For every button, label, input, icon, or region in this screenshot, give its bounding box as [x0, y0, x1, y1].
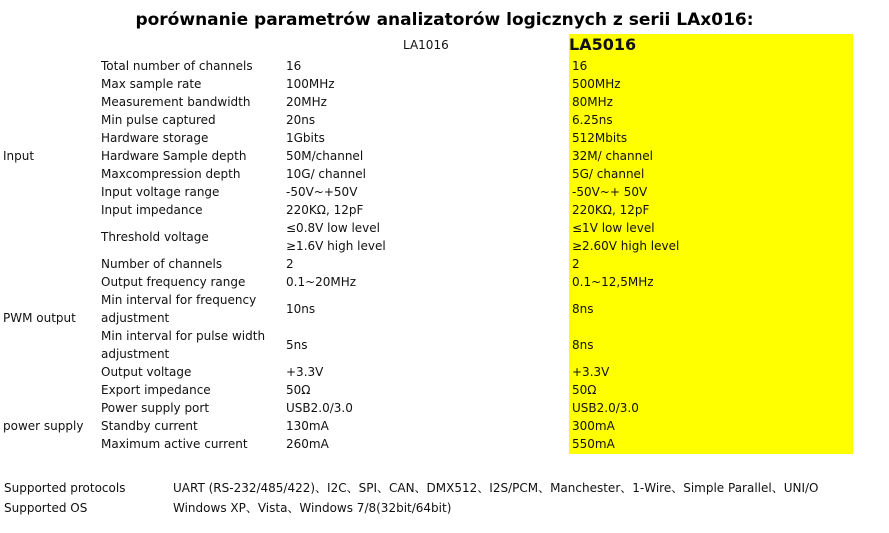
protocols-value: UART (RS-232/485/422)、I2C、SPI、CAN、DMX512、I2S/PCM、Manchester、1-Wire、Simple Parallel、UNI/O	[173, 481, 819, 495]
param-label: Maxcompression depth	[101, 167, 241, 181]
la5016-value: 6.25ns	[572, 113, 613, 127]
group-label-pwm: PWM output	[3, 311, 76, 325]
table-row	[0, 381, 853, 399]
param-label: Threshold voltage	[101, 230, 209, 244]
table-row	[0, 111, 853, 129]
la1016-value: 50Ω	[286, 383, 311, 397]
la1016-value: 0.1~20MHz	[286, 275, 357, 289]
column-header-la1016: LA1016	[403, 38, 449, 52]
la5016-value: USB2.0/3.0	[572, 401, 639, 415]
param-label: Min interval for pulse width adjustment	[101, 329, 266, 361]
param-label: Output voltage	[101, 365, 192, 379]
group-cell	[0, 75, 98, 93]
table-row	[0, 129, 853, 147]
param-label: Standby current	[101, 419, 198, 433]
la1016-value: 10G/ channel	[286, 167, 366, 181]
table-row	[0, 291, 853, 327]
group-cell	[0, 201, 98, 219]
la1016-value: 20ns	[286, 113, 316, 127]
group-cell	[0, 381, 98, 399]
la5016-value: 8ns	[572, 302, 594, 316]
param-label: Hardware Sample depth	[101, 149, 247, 163]
la1016-value: 1Gbits	[286, 131, 325, 145]
table-row	[0, 363, 853, 381]
group-label-input: Input	[3, 149, 35, 163]
la5016-value: 300mA	[572, 419, 615, 433]
la5016-value: 5G/ channel	[572, 167, 645, 181]
la5016-value: 220KΩ, 12pF	[572, 203, 650, 217]
threshold-high: ≥2.60V high level	[572, 239, 680, 253]
la5016-value: 16	[572, 59, 588, 73]
la1016-value: 5ns	[286, 338, 308, 352]
param-label: Maximum active current	[101, 437, 248, 451]
group-cell	[0, 129, 98, 147]
la1016-value: 16	[286, 59, 302, 73]
la5016-value: 550mA	[572, 437, 615, 451]
param-label: Measurement bandwidth	[101, 95, 251, 109]
group-cell	[0, 111, 98, 129]
group-cell	[0, 273, 98, 291]
param-label: Input impedance	[101, 203, 203, 217]
la1016-value: 2	[286, 257, 294, 271]
os-label: Supported OS	[4, 501, 88, 515]
table-row	[0, 255, 853, 273]
column-header-la5016: LA5016	[569, 35, 637, 54]
la1016-value	[283, 219, 569, 255]
la5016-value: 512Mbits	[572, 131, 628, 145]
la5016-value: -50V~+ 50V	[572, 185, 648, 199]
group-cell	[0, 57, 98, 75]
param-label: Output frequency range	[101, 275, 246, 289]
la5016-value: +3.3V	[572, 365, 610, 379]
group-cell	[0, 183, 98, 201]
param-label: Number of channels	[101, 257, 223, 271]
la1016-value: 50M/channel	[286, 149, 364, 163]
group-cell	[0, 399, 98, 417]
os-value: Windows XP、Vista、Windows 7/8(32bit/64bit)	[173, 501, 452, 515]
group-cell	[0, 363, 98, 381]
param-label: Min interval for frequency adjustment	[101, 293, 257, 325]
spec-table	[0, 57, 853, 453]
table-row	[0, 183, 853, 201]
param-label: Hardware storage	[101, 131, 209, 145]
la5016-value: 32M/ channel	[572, 149, 653, 163]
la5016-value: 8ns	[572, 338, 594, 352]
table-row	[0, 75, 853, 93]
group-cell	[0, 93, 98, 111]
table-row	[0, 417, 853, 435]
table-row	[0, 93, 853, 111]
table-row	[0, 327, 853, 363]
param-label: Total number of channels	[101, 59, 253, 73]
group-cell	[0, 435, 98, 453]
param-label: Export impedance	[101, 383, 211, 397]
page-title: porównanie parametrów analizatorów logicznych z serii LAx016:	[135, 10, 754, 30]
la1016-value: 220KΩ, 12pF	[286, 203, 364, 217]
table-row	[0, 273, 853, 291]
la1016-value: 20MHz	[286, 95, 327, 109]
threshold-low: ≤0.8V low level	[286, 221, 381, 235]
la1016-value: 10ns	[286, 302, 316, 316]
param-label: Power supply port	[101, 401, 210, 415]
table-row	[0, 219, 853, 255]
table-row	[0, 57, 853, 75]
threshold-high: ≥1.6V high level	[286, 239, 386, 253]
table-row	[0, 399, 853, 417]
la1016-value: -50V~+50V	[286, 185, 358, 199]
table-row	[0, 165, 853, 183]
la5016-value: 500MHz	[572, 77, 621, 91]
param-label: Max sample rate	[101, 77, 202, 91]
group-cell	[0, 219, 98, 255]
la5016-value: 2	[572, 257, 580, 271]
table-row	[0, 147, 853, 165]
la1016-value: 260mA	[286, 437, 329, 451]
la5016-value	[569, 219, 853, 255]
param-label: Min pulse captured	[101, 113, 216, 127]
la1016-value: USB2.0/3.0	[286, 401, 353, 415]
table-row	[0, 201, 853, 219]
table-row	[0, 435, 853, 453]
la5016-value: 50Ω	[572, 383, 597, 397]
la1016-value: 100MHz	[286, 77, 335, 91]
la5016-value: 0.1~12,5MHz	[572, 275, 654, 289]
group-cell	[0, 255, 98, 273]
group-label-power: power supply	[3, 419, 84, 433]
param-label: Input voltage range	[101, 185, 220, 199]
threshold-low: ≤1V low level	[572, 221, 655, 235]
la1016-value: +3.3V	[286, 365, 324, 379]
group-cell	[0, 327, 98, 363]
la5016-value: 80MHz	[572, 95, 613, 109]
group-cell	[0, 165, 98, 183]
protocols-label: Supported protocols	[4, 481, 126, 495]
la1016-value: 130mA	[286, 419, 329, 433]
